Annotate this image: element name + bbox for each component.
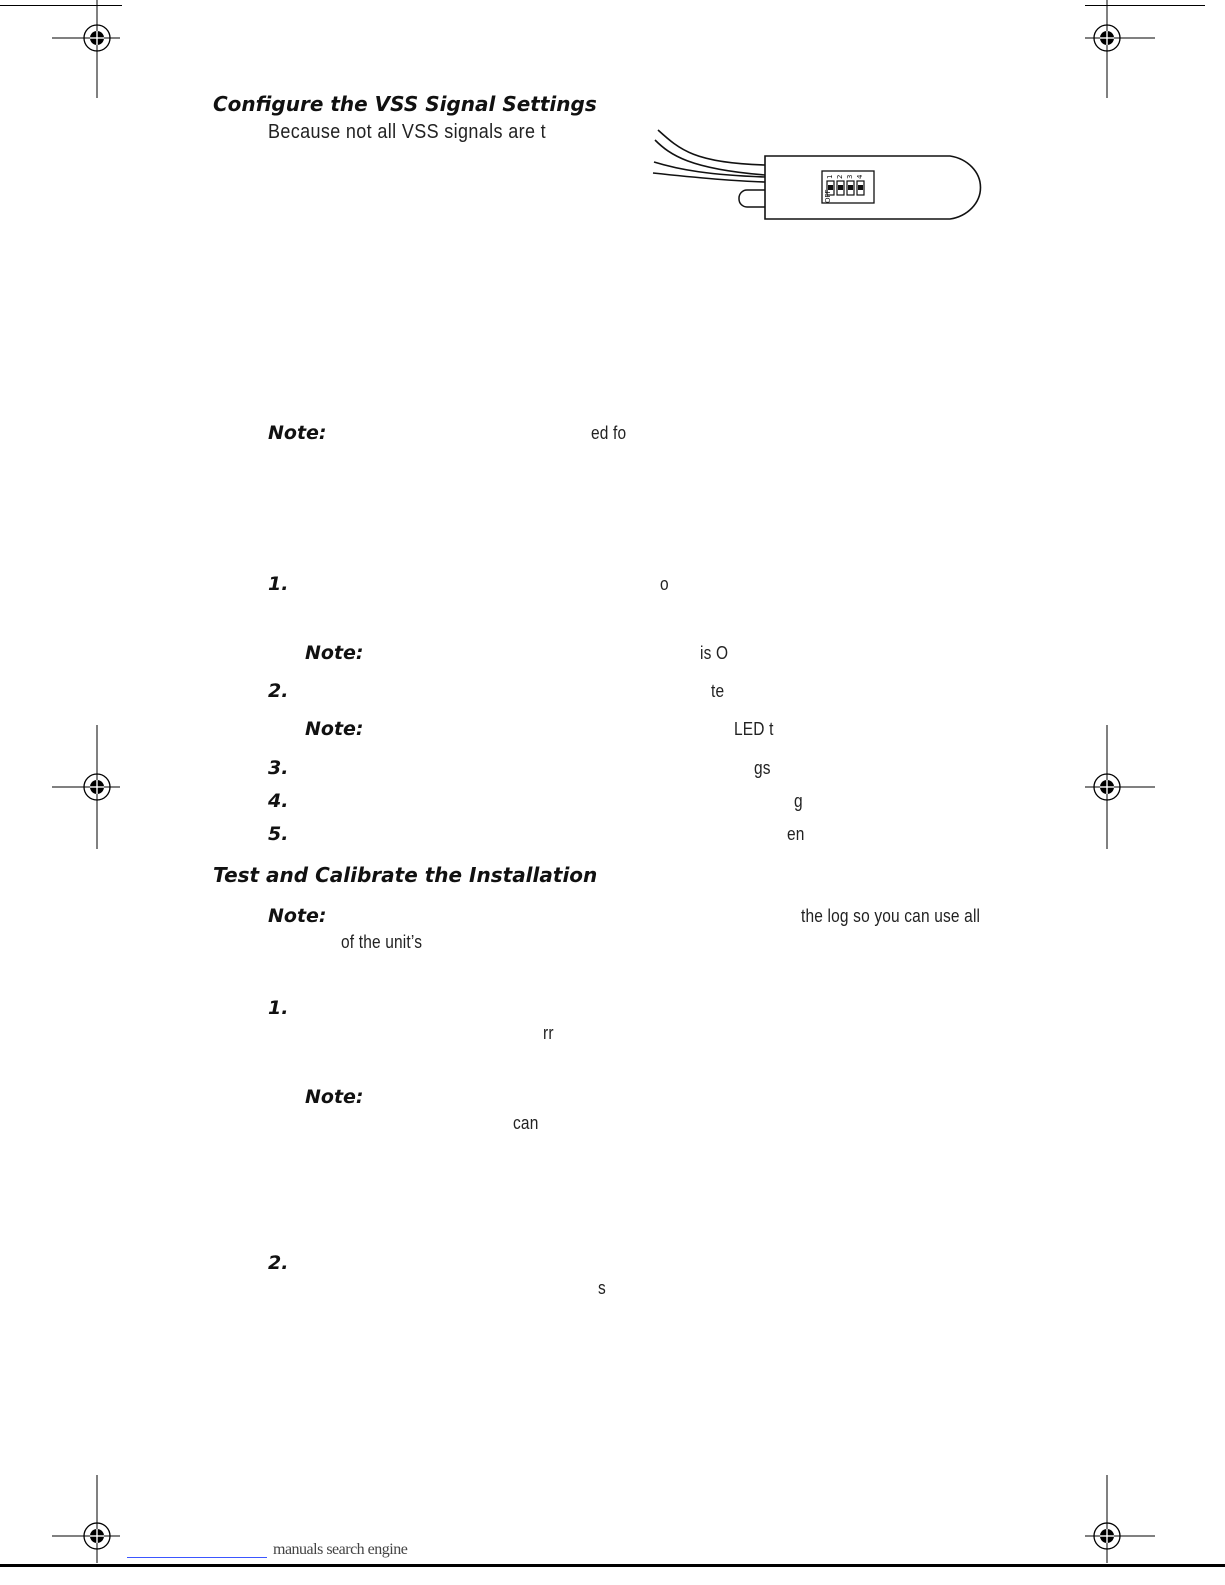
section-heading-vss: Configure the VSS Signal Settings	[213, 92, 597, 116]
sub-note-fragment: LED t	[734, 719, 774, 739]
registration-mark-icon	[1060, 1475, 1160, 1565]
dip-digit-3: 3	[846, 174, 854, 179]
note-fragment: ed fo	[591, 423, 627, 443]
registration-mark-icon	[50, 1475, 146, 1565]
dip-digit-2: 2	[836, 174, 844, 179]
dip-off-label: OFF	[824, 189, 832, 203]
vss-module-figure	[650, 125, 995, 225]
sub-note-label: Note:	[305, 1086, 364, 1108]
sub-note-label: Note:	[305, 718, 364, 740]
note-fragment: the log so you can use all	[801, 906, 981, 926]
sub-note-label: Note:	[305, 642, 364, 664]
note-continuation: of the unit’s	[341, 932, 423, 952]
footer-text[interactable]: manuals search engine	[273, 1541, 408, 1558]
note-label: Note:	[268, 422, 327, 444]
step-fragment: en	[787, 824, 805, 844]
step-number: 3.	[268, 757, 289, 779]
bottom-rule	[0, 1564, 1225, 1567]
step-number: 4.	[268, 790, 289, 812]
section-intro-text: Because not all VSS signals are t	[268, 121, 547, 143]
step-number: 2.	[268, 1252, 289, 1274]
registration-mark-icon	[1060, 725, 1160, 855]
dip-digit-1: 1	[826, 174, 834, 179]
registration-mark-icon	[50, 725, 146, 855]
step-number: 1.	[268, 573, 289, 595]
step-fragment: s	[598, 1278, 606, 1298]
sub-note-fragment: is O	[700, 643, 729, 663]
step-number: 2.	[268, 680, 289, 702]
sub-note-fragment: can	[513, 1113, 539, 1133]
step-fragment: gs	[754, 758, 771, 778]
footer-link-underline[interactable]	[127, 1557, 267, 1558]
dip-digit-4: 4	[856, 174, 864, 179]
step-fragment: te	[711, 681, 725, 701]
note-label: Note:	[268, 905, 327, 927]
step-fragment: o	[660, 574, 669, 594]
registration-mark-icon	[1060, 0, 1160, 100]
step-number: 5.	[268, 823, 289, 845]
registration-mark-icon	[50, 0, 146, 100]
step-fragment: rr	[543, 1023, 554, 1043]
section-heading-test: Test and Calibrate the Installation	[213, 863, 598, 887]
step-fragment: g	[794, 791, 803, 811]
step-number: 1.	[268, 997, 289, 1019]
